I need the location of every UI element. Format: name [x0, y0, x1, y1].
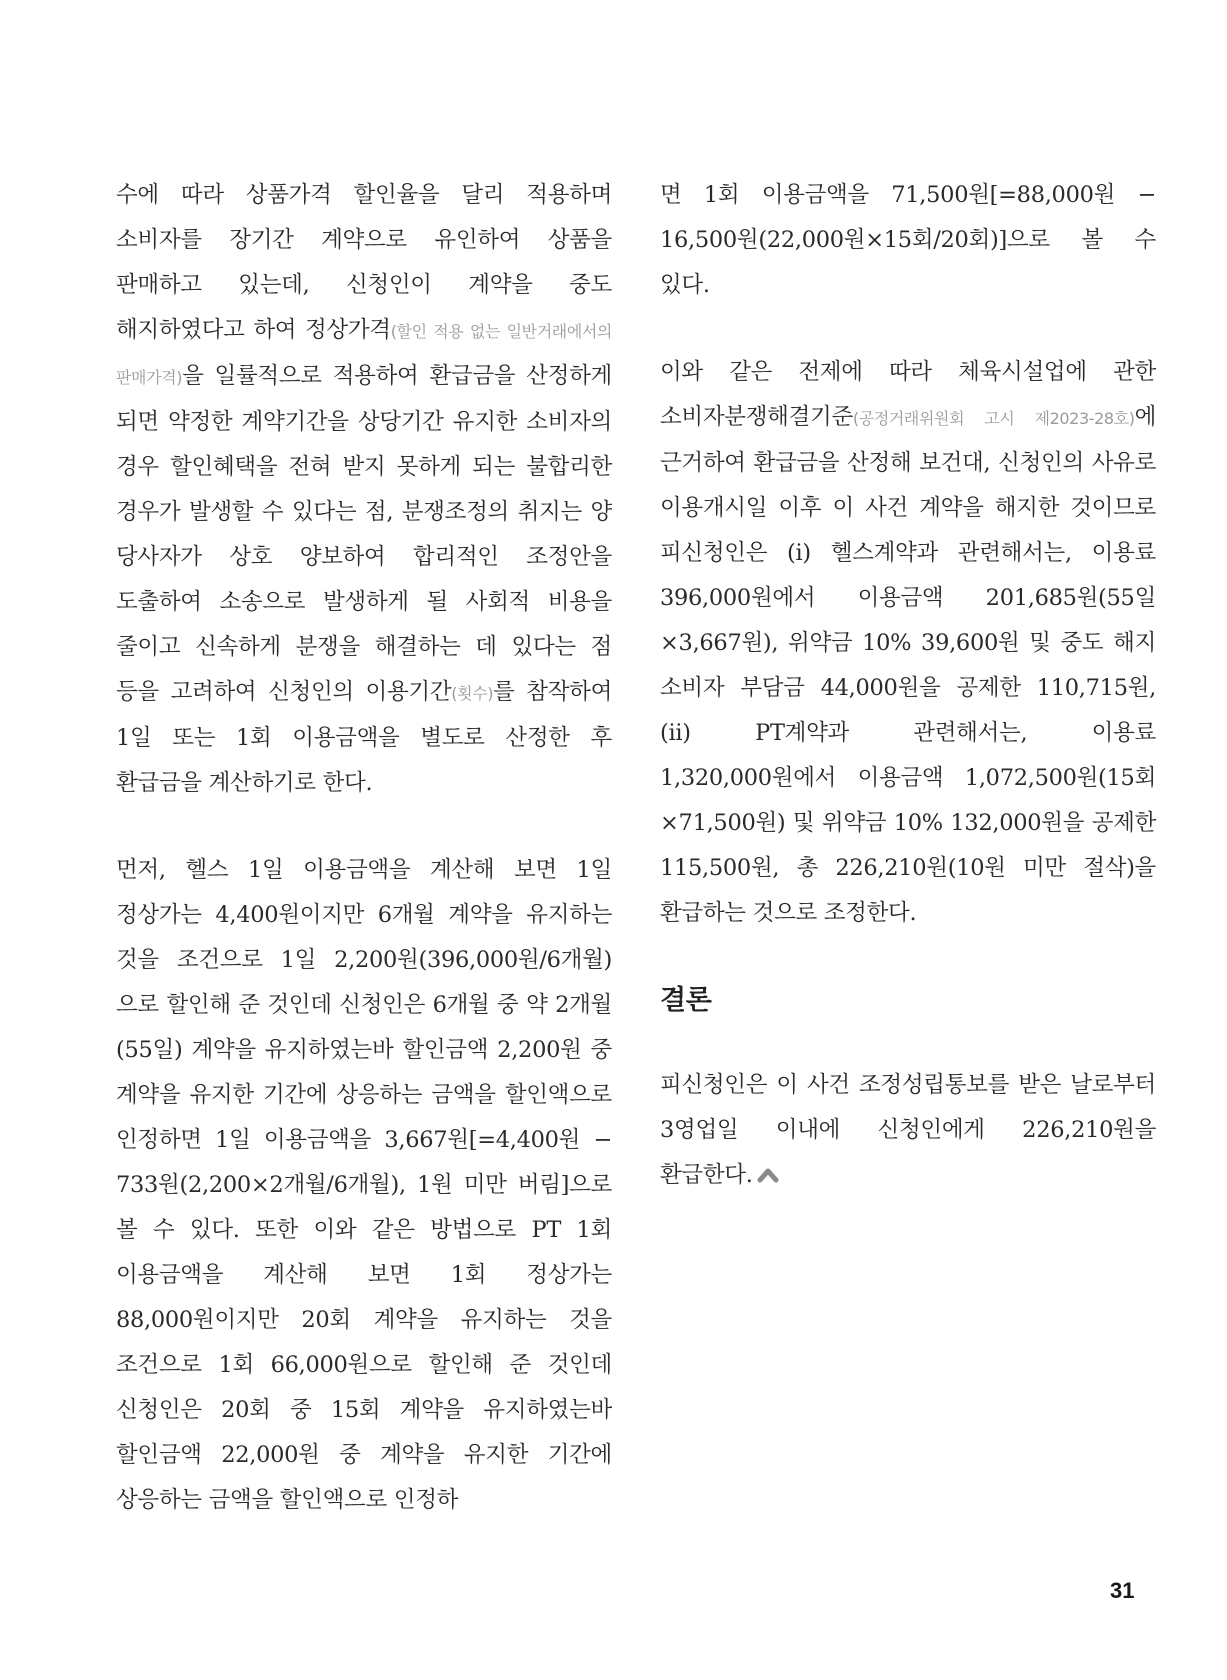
paragraph-discount-rationale: [116, 173, 612, 806]
parenthetical-note: (공정거래위원회 고시 제2023-28호): [852, 409, 1135, 428]
body-text: 에 근거하여 환급금을 산정해 보건대, 신청인의 사유로 이용개시일 이후 이 사건 계약을 해지한 것이므로 피신청인은 (i) 헬스계약과 관련해서는, 이용료 396,000원에서 이용금액 201,685원(55일×3,667원), 위약금 10% 39,600원 및 중도 해지 소비자 부담금 44,000원을 공제한 110,715원, (ii) PT계약과 관련해서는, 이용료 1,320,000원에서 이용금액 1,072,500원(15회×71,500원) 및 위약금 10% 132,000원을 공제한 115,500원, 총 226,210원(10원 미만 절삭)을 환급하는 것으로 조정한다.: [660, 404, 1156, 926]
parenthetical-note: (횟수): [451, 684, 494, 703]
section-heading-conclusion: 결론: [660, 985, 712, 1016]
chevron-up-end-mark-icon: [757, 1154, 779, 1170]
left-column: [116, 173, 612, 1523]
paragraph-pt-usage-amount: [660, 173, 1156, 308]
body-text: 면 1회 이용금액을 71,500원[=88,000원 − 16,500원(22,000원×15회/20회)]으로 볼 수 있다.: [660, 182, 1156, 298]
page-number: 31: [1110, 1578, 1135, 1603]
parenthetical-note: (할인 적용 없는 일반거래에서의 판매가격): [116, 322, 612, 387]
paragraph-conclusion: [660, 1063, 1156, 1198]
body-text: 을 일률적으로 적용하여 환급금을 산정하게 되면 약정한 계약기간을 상당기간 유지한 소비자의 경우 할인혜택을 전혀 받지 못하게 되는 불합리한 경우가 발생할 수 있다는 점, 분쟁조정의 취지는 양 당사자가 상호 양보하여 합리적인 조정안을 도출하여 소송으로 발생하게 될 사회적 비용을 줄이고 신속하게 분쟁을 해결하는 데 있다는 점 등을 고려하여 신청인의 이용기간: [116, 363, 612, 705]
right-column: [660, 173, 1156, 1198]
body-text: 를 참작하여 1일 또는 1회 이용금액을 별도로 산정한 후 환급금을 계산하기로 한다.: [116, 679, 612, 796]
paragraph-usage-calculation: [116, 848, 612, 1523]
paragraph-refund-calculation: [660, 350, 1156, 936]
conclusion-text: 피신청인은 이 사건 조정성립통보를 받은 날로부터 3영업일 이내에 신청인에게 226,210원을 환급한다.: [660, 1072, 1156, 1188]
body-text: 이와 같은 전제에 따라 체육시설업에 관한 소비자분쟁해결기준: [660, 359, 1156, 430]
body-text: 먼저, 헬스 1일 이용금액을 계산해 보면 1일 정상가는 4,400원이지만 6개월 계약을 유지하는 것을 조건으로 1일 2,200원(396,000원/6개월)으로 할인해 준 것인데 신청인은 6개월 중 약 2개월(55일) 계약을 유지하였는바 할인금액 2,200원 중 계약을 유지한 기간에 상응하는 금액을 할인액으로 인정하면 1일 이용금액을 3,667원[=4,400원 − 733원(2,200×2개월/6개월), 1원 미만 버림]으로 볼 수 있다. 또한 이와 같은 방법으로 PT 1회 이용금액을 계산해 보면 1회 정상가는 88,000원이지만 20회 계약을 유지하는 것을 조건으로 1회 66,000원으로 할인해 준 것인데 신청인은 20회 중 15회 계약을 유지하였는바 할인금액 22,000원 중 계약을 유지한 기간에 상응하는 금액을 할인액으로 인정하: [116, 857, 612, 1513]
body-text: 수에 따라 상품가격 할인율을 달리 적용하며 소비자를 장기간 계약으로 유인하여 상품을 판매하고 있는데, 신청인이 계약을 중도 해지하였다고 하여 정상가격: [116, 182, 612, 343]
